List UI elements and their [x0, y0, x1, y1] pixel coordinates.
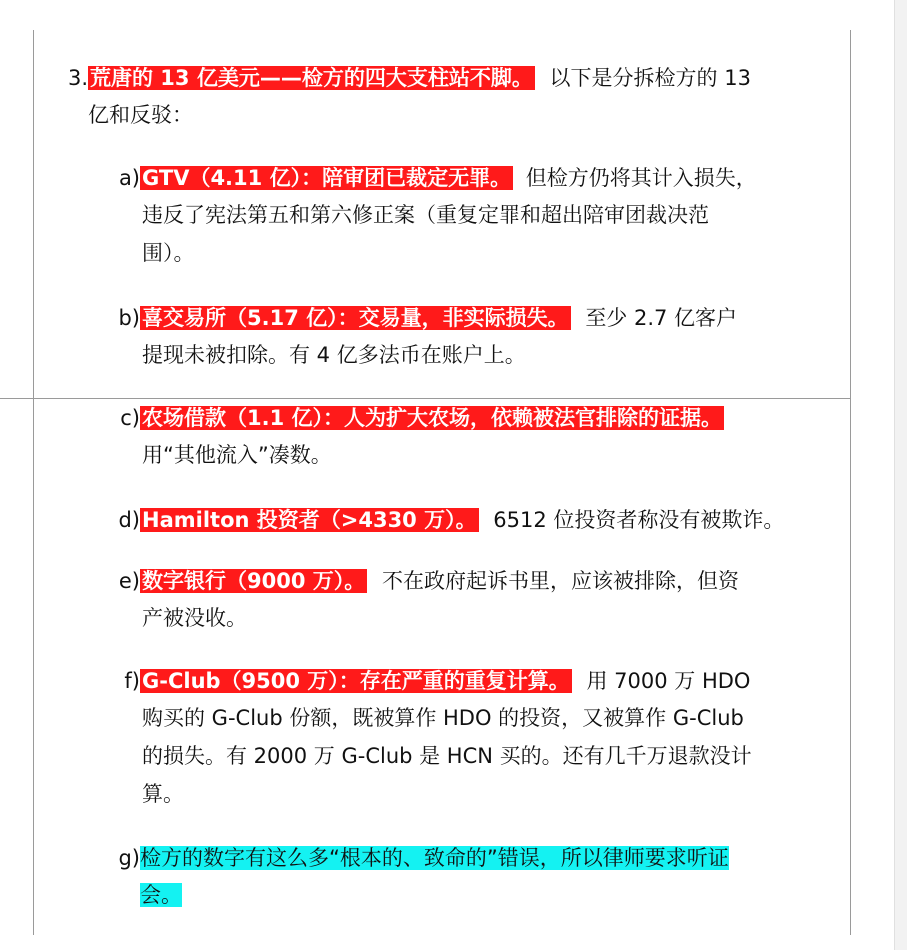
body-text: 6512 位投资者称没有被欺诈。	[493, 508, 785, 532]
body-text: 用“其他流入”凑数。	[142, 443, 332, 467]
body-text: 违反了宪法第五和第六修正案（重复定罪和超出陪审团裁决范	[142, 203, 709, 227]
highlighted-claim: 农场借款（1.1 亿）：人为扩大农场，依赖被法官排除的证据。	[142, 406, 723, 430]
body-text: 产被没收。	[142, 606, 247, 630]
item-number: a)	[118, 166, 140, 190]
item-number: c)	[120, 406, 140, 430]
highlighted-claim: 数字银行（9000 万）。	[142, 569, 366, 593]
body-text: 至少 2.7 亿客户	[585, 306, 738, 330]
body-text: 算。	[142, 782, 184, 806]
body-text: 围）。	[142, 241, 195, 265]
highlighted-claim: G-Club（9500 万）：存在严重的重复计算。	[142, 669, 570, 693]
item-number: d)	[118, 508, 140, 532]
body-text: 提现未被扣除。有 4 亿多法币在账户上。	[142, 343, 526, 367]
page-border-left	[33, 30, 34, 935]
highlighted-claim: 荒唐的 13 亿美元——检方的四大支柱站不脚。	[90, 66, 533, 90]
body-text: 用 7000 万 HDO	[586, 669, 751, 693]
highlighted-claim: GTV（4.11 亿）：陪审团已裁定无罪。	[142, 166, 512, 190]
highlighted-conclusion: 会。	[140, 883, 182, 907]
body-text: 亿和反驳：	[88, 103, 193, 127]
item-number: e)	[118, 569, 140, 593]
scrollbar[interactable]	[894, 0, 907, 950]
body-text: 购买的 G-Club 份额，既被算作 HDO 的投资，又被算作 G-Club	[142, 706, 744, 730]
page-border-right	[850, 30, 851, 935]
page-break-line	[0, 398, 851, 399]
highlighted-conclusion: 检方的数字有这么多“根本的、致命的”错误，所以律师要求听证	[140, 846, 729, 870]
item-number: 3.	[67, 66, 88, 90]
item-number: f)	[124, 669, 140, 693]
body-text: 但检方仍将其计入损失，	[525, 166, 757, 190]
highlighted-claim: Hamilton 投资者（>4330 万）。	[142, 508, 477, 532]
item-number: g)	[118, 846, 140, 870]
body-text: 的损失。有 2000 万 G-Club 是 HCN 买的。还有几千万退款没计	[142, 744, 752, 768]
body-text: 以下是分拆检方的 13	[549, 66, 751, 90]
body-text: 不在政府起诉书里，应该被排除，但资	[381, 569, 739, 593]
item-number: b)	[118, 306, 140, 330]
highlighted-claim: 喜交易所（5.17 亿）：交易量，非实际损失。	[142, 306, 569, 330]
